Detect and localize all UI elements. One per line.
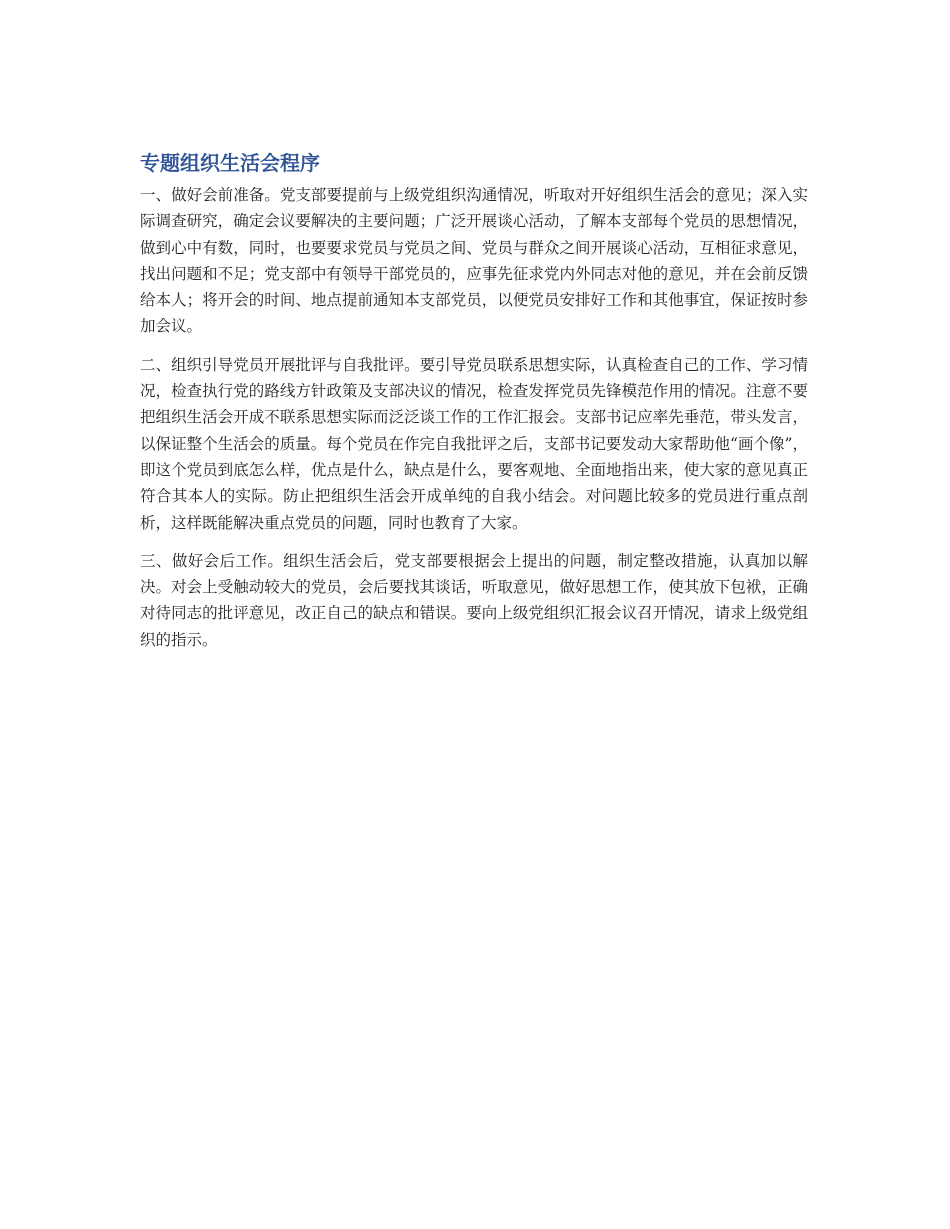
document-title: 专题组织生活会程序: [140, 151, 320, 175]
paragraph-criticism: 二、组织引导党员开展批评与自我批评。要引导党员联系思想实际，认真检查自己的工作、学习情况，检查执行党的路线方针政策及支部决议的情况，检查发挥党员先锋模范作用的情况。注意不要把组织生活会开成不联系思想实际而泛泛谈工作的工作汇报会。支部书记应率先垂范，带头发言，以保证整个生活会的质量。每个党员在作完自我批评之后，支部书记要发动大家帮助他“画个像”，即这个党员到底怎么样，优点是什么，缺点是什么，要客观地、全面地指出来，使大家的意见真正符合其本人的实际。防止把组织生活会开成单纯的自我小结会。对问题比较多的党员进行重点剖析，这样既能解决重点党员的问题，同时也教育了大家。: [140, 355, 808, 532]
paragraph-preparation: 一、做好会前准备。党支部要提前与上级党组织沟通情况，听取对开好组织生活会的意见；深入实际调查研究，确定会议要解决的主要问题；广泛开展谈心活动，了解本支部每个党员的思想情况，做到心中有数，同时，也要要求党员与党员之间、党员与群众之间开展谈心活动，互相征求意见，找出问题和不足；党支部中有领导干部党员的，应事先征求党内外同志对他的意见，并在会前反馈给本人；将开会的时间、地点提前通知本支部党员，以便党员安排好工作和其他事宜，保证按时参加会议。: [140, 186, 808, 336]
paragraph-follow-up: 三、做好会后工作。组织生活会后，党支部要根据会上提出的问题，制定整改措施，认真加以解决。对会上受触动较大的党员，会后要找其谈话，听取意见，做好思想工作，使其放下包袱，正确对待同志的批评意见，改正自己的缺点和错误。要向上级党组织汇报会议召开情况，请求上级党组织的指示。: [140, 551, 808, 649]
document-body: [140, 148, 808, 665]
